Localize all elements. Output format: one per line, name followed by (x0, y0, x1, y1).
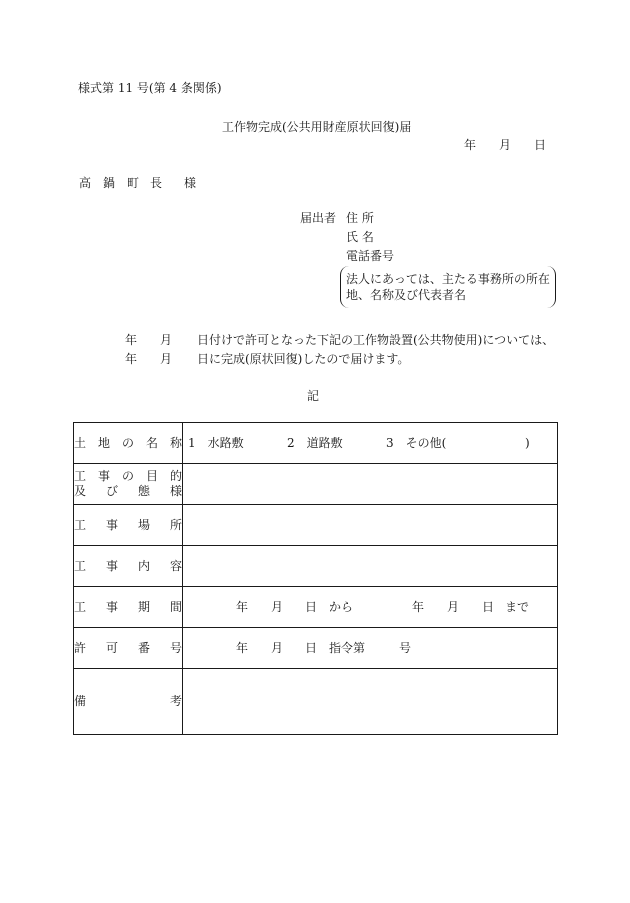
applicant-address-label: 住 所 (346, 211, 374, 225)
label-char: 事 (105, 517, 118, 532)
label-char: 考 (169, 694, 182, 708)
permit-year: 年 (236, 641, 249, 655)
label-location (74, 505, 183, 546)
label-char: 土 (74, 435, 87, 450)
label-char: び (105, 484, 118, 498)
label-char: 工 (74, 558, 87, 573)
page-title: 工作物完成(公共用財産原状回復)届 (222, 120, 412, 134)
value-remarks[interactable] (183, 669, 558, 735)
label-char: 期 (137, 599, 150, 614)
label-char: 事 (105, 599, 118, 614)
value-content[interactable] (183, 546, 558, 587)
permit-month: 月 (271, 641, 284, 655)
period-day-2: 日 (482, 600, 495, 614)
period-month-1: 月 (271, 600, 284, 614)
period-year-2: 年 (412, 600, 425, 614)
row-period (74, 587, 558, 628)
corporate-note-line-1: 法人にあっては、主たる事務所の所在 (346, 272, 550, 286)
row-purpose (74, 464, 558, 505)
label-char: 備 (74, 694, 87, 708)
applicant-label: 届出者 (300, 211, 337, 225)
addressee-char-2: 鍋 (103, 176, 116, 190)
addressee-char-3: 町 (127, 176, 140, 190)
label-char: 所 (169, 517, 182, 532)
permit-number-suffix: 号 (399, 641, 412, 655)
row-location (74, 505, 558, 546)
period-month-2: 月 (447, 600, 460, 614)
row-remarks (74, 669, 558, 735)
label-char: 事 (97, 469, 110, 483)
option-road: 2 道路敷 (287, 436, 343, 450)
option-other-close: ) (525, 436, 530, 450)
row-content (74, 546, 558, 587)
label-char: 的 (169, 469, 182, 483)
label-char: 容 (169, 558, 182, 573)
label-char: 間 (169, 599, 182, 614)
label-char: 内 (137, 558, 150, 573)
period-from: から (329, 600, 354, 614)
period-until: まで (505, 600, 530, 614)
option-waterway: 1 水路敷 (188, 436, 244, 450)
label-char: 工 (74, 599, 87, 614)
label-char: 名 (145, 435, 158, 450)
value-purpose[interactable] (183, 464, 558, 505)
value-location[interactable] (183, 505, 558, 546)
option-other: 3 その他( (386, 436, 447, 450)
label-char: の (121, 469, 134, 483)
label-char: 工 (74, 517, 87, 532)
row-land-name (74, 423, 558, 464)
addressee-char-4: 長 (150, 176, 163, 190)
row-permit (74, 628, 558, 669)
label-char: 許 (74, 640, 87, 655)
form-number: 様式第 11 号(第 4 条関係) (78, 81, 222, 95)
label-char: 場 (137, 517, 150, 532)
period-day-1: 日 (305, 600, 318, 614)
applicant-name-label: 氏 名 (346, 230, 374, 244)
label-char: 事 (105, 558, 118, 573)
form-table (73, 422, 558, 735)
label-char: 態 (137, 484, 150, 498)
label-char: 号 (169, 640, 182, 655)
permit-day: 日 (305, 641, 318, 655)
label-char: 可 (105, 640, 118, 655)
applicant-phone-label: 電話番号 (346, 249, 395, 263)
date-month: 月 (499, 138, 512, 152)
label-char: 称 (169, 435, 182, 450)
label-land-name (74, 423, 183, 464)
addressee-honorific: 様 (184, 176, 197, 190)
body-line2-year: 年 (125, 352, 138, 366)
value-period[interactable] (183, 587, 558, 628)
label-char: 番 (137, 640, 150, 655)
label-permit (74, 628, 183, 669)
body-line1-text: 日付けで許可となった下記の工作物設置(公共物使用)については、 (197, 333, 555, 347)
body-line1-month: 月 (160, 333, 173, 347)
date-day: 日 (534, 138, 547, 152)
value-land-name[interactable] (183, 423, 558, 464)
label-remarks (74, 669, 183, 735)
label-char: の (121, 435, 134, 450)
period-year-1: 年 (236, 600, 249, 614)
body-line2-month: 月 (160, 352, 173, 366)
value-permit[interactable] (183, 628, 558, 669)
body-line2-text: 日に完成(原状回復)したので届けます。 (197, 352, 410, 366)
label-char: 地 (97, 435, 110, 450)
ki-heading: 記 (307, 389, 320, 403)
label-content (74, 546, 183, 587)
label-char: 工 (74, 469, 87, 483)
label-period (74, 587, 183, 628)
label-purpose (74, 464, 183, 505)
body-line1-year: 年 (125, 333, 138, 347)
label-char: 及 (74, 484, 87, 498)
permit-directive: 指令第 (329, 641, 366, 655)
corporate-note-line-2: 地、名称及び代表者名 (346, 288, 467, 302)
addressee-char-1: 高 (79, 176, 92, 190)
label-char: 目 (145, 469, 158, 483)
label-char: 様 (169, 484, 182, 498)
date-year: 年 (464, 138, 477, 152)
